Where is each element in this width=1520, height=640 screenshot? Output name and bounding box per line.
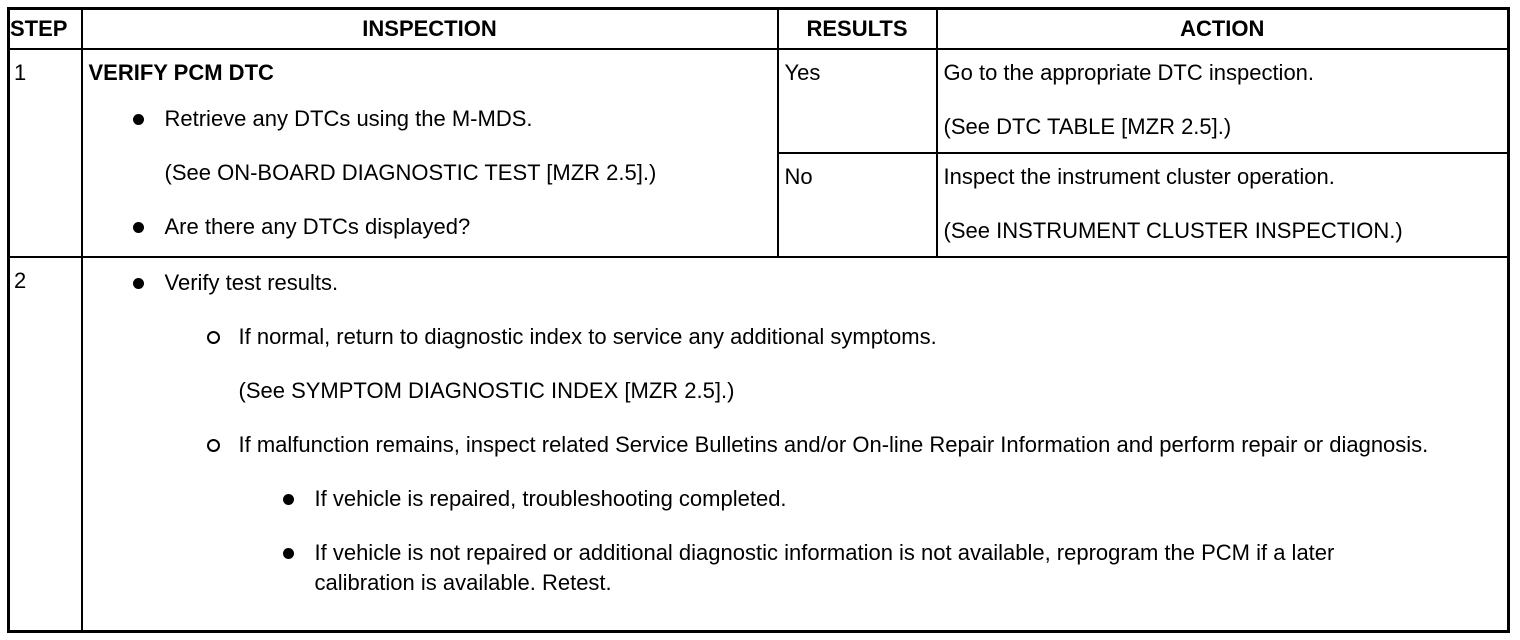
step2-subsub1: If vehicle is repaired, troubleshooting completed. <box>89 484 1502 514</box>
step1-result-yes: Yes <box>778 49 937 153</box>
step2-row <box>9 257 1509 632</box>
header-inspection: INSPECTION <box>82 9 778 50</box>
header-results: RESULTS <box>778 9 937 50</box>
step2-sub1-ref: (See SYMPTOM DIAGNOSTIC INDEX [MZR 2.5].) <box>238 378 735 403</box>
step2-content <box>82 257 1509 632</box>
header-row <box>9 9 1509 50</box>
step2-number: 2 <box>9 257 82 632</box>
step1-title: VERIFY PCM DTC <box>88 60 274 85</box>
step1-no-action: Inspect the instrument cluster operation. <box>943 164 1335 189</box>
step1-result-no: No <box>778 153 937 257</box>
step2-bullet1: Verify test results. <box>89 268 1502 298</box>
step1-bullet2: Are there any DTCs displayed? <box>89 212 771 242</box>
step1-action-yes <box>937 49 1509 153</box>
step1-yes-action: Go to the appropriate DTC inspection. <box>943 60 1315 85</box>
step1-bullet1-ref: (See ON-BOARD DIAGNOSTIC TEST [MZR 2.5].) <box>164 160 657 185</box>
step1-number: 1 <box>9 49 82 257</box>
header-step: STEP <box>9 9 82 50</box>
step2-sub2: If malfunction remains, inspect related Service Bulletins and/or On-line Repair Information and perform repair or diagnosis. <box>89 430 1502 460</box>
step1-row-yes <box>9 49 1509 153</box>
step1-inspection <box>82 49 778 257</box>
step1-bullet1: Retrieve any DTCs using the M-MDS. <box>89 104 771 134</box>
step2-sub1: If normal, return to diagnostic index to service any additional symptoms. <box>89 322 1502 352</box>
header-action: ACTION <box>937 9 1509 50</box>
step2-subsub2: If vehicle is not repaired or additional diagnostic information is not available, reprogram the PCM if a later calibration is available. Retest. <box>89 538 1502 598</box>
step1-yes-ref: (See DTC TABLE [MZR 2.5].) <box>943 114 1232 139</box>
step1-action-no <box>937 153 1509 257</box>
diagnostic-table <box>7 7 1510 633</box>
step1-no-ref: (See INSTRUMENT CLUSTER INSPECTION.) <box>943 218 1403 243</box>
